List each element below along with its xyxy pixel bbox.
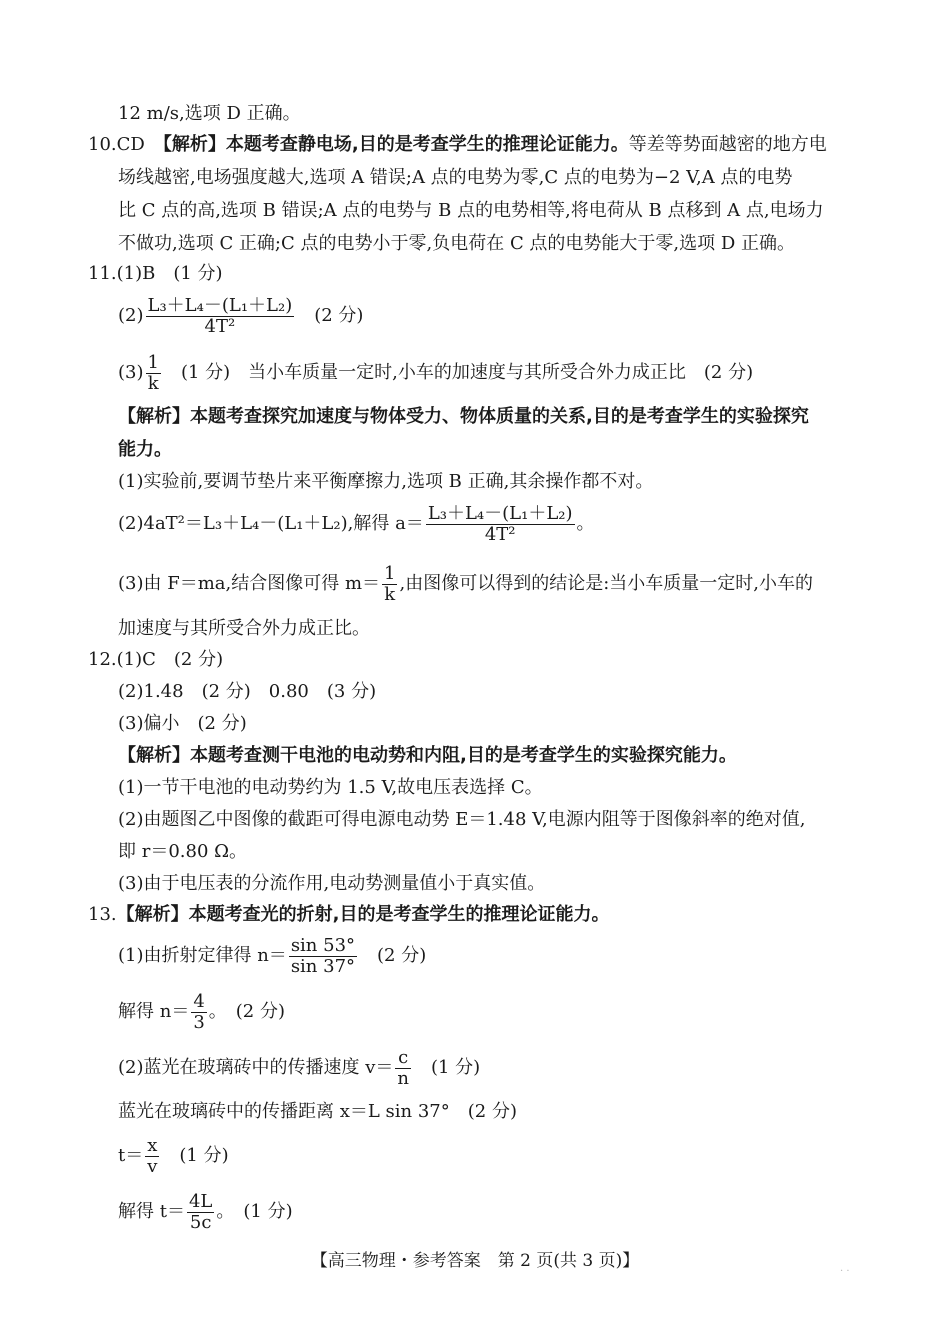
fraction-denominator: 3 [193, 1011, 205, 1033]
q10-analysis-tag: 【解析】 [162, 134, 226, 155]
q13-step-6-fraction [187, 1192, 214, 1233]
q11-analysis-lead: 本题考查探究加速度与物体受力、物体质量的关系,目的是考查学生的实验探究 [190, 406, 809, 427]
fraction-numerator: L₃＋L₄－(L₁＋L₂) [427, 502, 573, 524]
q12-answer-1-text: (1)C (2 分) [116, 649, 224, 670]
q13-step-6-end: 。 (1 分) [216, 1201, 293, 1222]
q13-step-2 [118, 990, 285, 1034]
q10-line-1 [88, 133, 827, 157]
q13-analysis [88, 903, 609, 927]
q13-step-5-text: t＝ [118, 1145, 144, 1166]
q11-number: 11. [88, 263, 117, 284]
fraction-denominator: n [397, 1067, 409, 1089]
q11-analysis-line-1 [118, 405, 809, 429]
q13-step-5 [118, 1134, 229, 1178]
q11-answer-1 [88, 262, 223, 286]
fraction-numerator: 4L [188, 1190, 213, 1212]
q12-explain-2: (2)由题图乙中图像的截距可得电源电动势 E＝1.48 V,电源内阻等于图像斜率的绝对值, [118, 809, 806, 830]
fraction-numerator: x [145, 1136, 159, 1157]
fraction-denominator: 4T² [204, 315, 236, 337]
q11-answer-2-fraction [146, 296, 295, 337]
q11-explain-3-fraction [382, 564, 397, 605]
fraction-denominator: sin 37° [290, 955, 356, 977]
q11-explain-1: (1)实验前,要调节垫片来平衡摩擦力,选项 B 正确,其余操作都不对。 [118, 471, 654, 492]
q13-step-3 [118, 1046, 480, 1090]
q13-step-2-text: 解得 n＝ [118, 1001, 190, 1022]
q10-number: 10. [88, 134, 117, 155]
q13-step-1-score: (2 分) [377, 945, 427, 966]
q12-answer-2: (2)1.48 (2 分) 0.80 (3 分) [118, 681, 377, 702]
q10-answer: CD [116, 134, 145, 155]
q11-explain-2-fraction [426, 504, 575, 545]
q13-step-5-fraction [145, 1136, 159, 1177]
fraction-numerator: 1 [147, 351, 159, 373]
q11-answer-3-fraction [146, 353, 161, 394]
q11-answer-3 [118, 351, 753, 395]
fraction-denominator: v [147, 1155, 158, 1177]
q13-analysis-tag: 【解析】 [116, 904, 189, 925]
q11-answer-3-text: (1 分) 当小车质量一定时,小车的加速度与其所受合外力成正比 (2 分) [180, 362, 754, 383]
q11-answer-1-text: (1)B (1 分) [116, 263, 223, 284]
fraction-numerator: 1 [384, 562, 396, 584]
q13-step-1-fraction [289, 936, 357, 977]
q13-step-1-text: (1)由折射定律得 n＝ [118, 945, 287, 966]
q9-tail: 12 m/s,选项 D 正确。 [118, 103, 301, 124]
q12-analysis [118, 744, 737, 768]
q11-explain-3-text: (3)由 F＝ma,结合图像可得 m＝ [118, 573, 381, 594]
q11-answer-2-score: (2 分) [314, 305, 364, 326]
q12-answer-1 [88, 648, 223, 672]
q12-analysis-tag: 【解析】 [118, 745, 190, 766]
q13-number: 13. [88, 904, 117, 925]
q10-line-3: 比 C 点的高,选项 B 错误;A 点的电势与 B 点的电势相等,将电荷从 B 点移到 A 点,电场力 [118, 200, 824, 221]
fraction-numerator: 4 [193, 990, 205, 1012]
q13-analysis-lead: 本题考查光的折射,目的是考查学生的推理论证能力。 [188, 904, 610, 925]
q10-analysis-lead: 本题考查静电场,目的是考查学生的推理论证能力。 [225, 134, 629, 155]
q11-explain-3-rest: ,由图像可以得到的结论是:当小车质量一定时,小车的 [399, 573, 813, 594]
q12-number: 12. [88, 649, 117, 670]
q13-step-3-score: (1 分) [430, 1057, 481, 1078]
q12-explain-1: (1)一节干电池的电动势约为 1.5 V,故电压表选择 C。 [118, 777, 543, 798]
q13-step-1 [118, 934, 426, 978]
corner-mark: · · [840, 1266, 850, 1277]
q11-answer-2 [118, 294, 363, 338]
fraction-denominator: k [147, 372, 159, 394]
q13-step-6 [118, 1190, 293, 1234]
q11-answer-3-label: (3) [118, 362, 144, 383]
q12-answer-3: (3)偏小 (2 分) [118, 713, 247, 734]
q10-line-4: 不做功,选项 C 正确;C 点的电势小于零,负电荷在 C 点的电势能大于零,选项 D 正确。 [118, 233, 796, 254]
q11-explain-2-end: 。 [576, 513, 595, 534]
q13-step-3-text: (2)蓝光在玻璃砖中的传播速度 v＝ [118, 1057, 394, 1078]
q11-analysis-tag: 【解析】 [118, 406, 190, 427]
q11-explain-2-text: (2)4aT²＝L₃＋L₄－(L₁＋L₂),解得 a＝ [118, 513, 424, 534]
q11-explain-3 [118, 562, 813, 606]
fraction-numerator: sin 53° [290, 934, 356, 956]
q11-explain-3-line-2: 加速度与其所受合外力成正比。 [118, 618, 370, 639]
q10-text-1: 等差等势面越密的地方电 [628, 134, 827, 155]
q13-step-5-score: (1 分) [179, 1145, 229, 1166]
q13-step-2-fraction [191, 992, 206, 1033]
page-footer: 【高三物理・参考答案 第 2 页(共 3 页)】 [310, 1251, 640, 1271]
q13-step-6-text: 解得 t＝ [118, 1201, 185, 1222]
q13-step-2-end: 。 (2 分) [208, 1001, 285, 1022]
fraction-denominator: 5c [189, 1211, 212, 1233]
q11-answer-2-label: (2) [118, 305, 144, 326]
q13-step-3-fraction [395, 1048, 411, 1089]
q11-analysis-line-2: 能力。 [118, 439, 172, 460]
q12-explain-3: (3)由于电压表的分流作用,电动势测量值小于真实值。 [118, 873, 546, 894]
q13-step-4: 蓝光在玻璃砖中的传播距离 x＝L sin 37° (2 分) [118, 1101, 517, 1122]
q12-explain-2-line-2: 即 r＝0.80 Ω。 [118, 841, 248, 862]
fraction-numerator: L₃＋L₄－(L₁＋L₂) [147, 294, 293, 316]
q11-explain-2 [118, 502, 595, 546]
fraction-numerator: c [395, 1048, 411, 1069]
q10-line-2: 场线越密,电场强度越大,选项 A 错误;A 点的电势为零,C 点的电势为−2 V,A 点的电势 [118, 167, 793, 188]
q12-analysis-lead: 本题考查测干电池的电动势和内阻,目的是考查学生的实验探究能力。 [190, 745, 737, 766]
fraction-denominator: 4T² [484, 523, 516, 545]
fraction-denominator: k [384, 583, 396, 605]
